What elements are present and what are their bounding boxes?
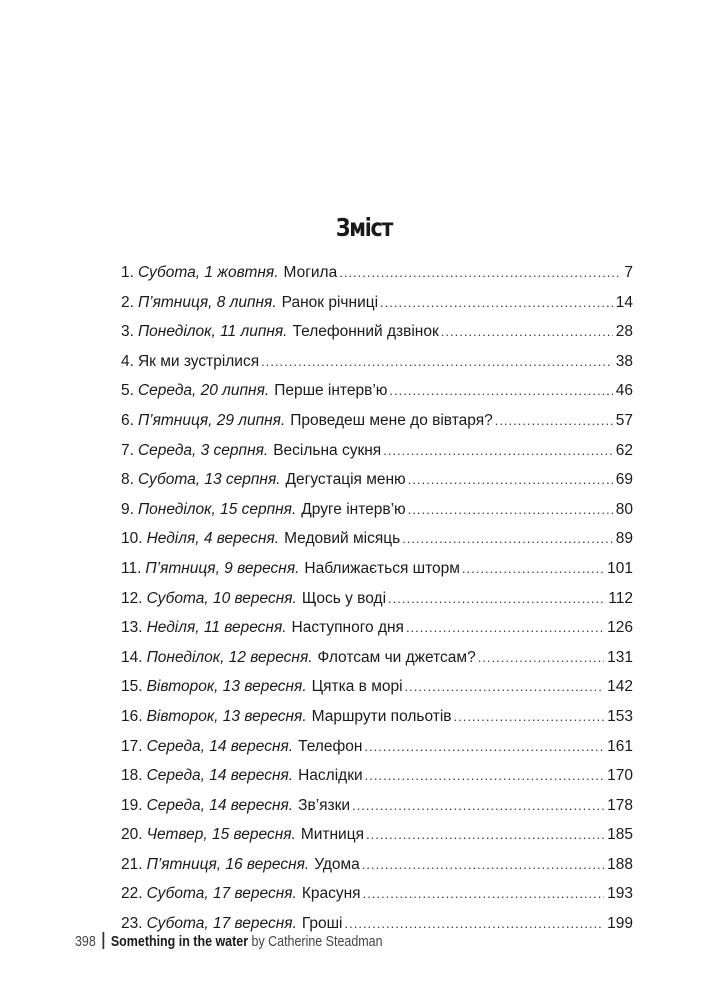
toc-entry-date: Середа, 14 вересня. — [146, 767, 294, 785]
toc-entry-date: П’ятниця, 8 липня. — [137, 293, 277, 311]
toc-entry-leader — [454, 702, 605, 732]
toc-entry-page: 46 — [615, 382, 633, 400]
toc-entry — [121, 613, 633, 643]
toc-entry-title: Гроші — [301, 915, 343, 933]
toc-entry-page: 89 — [615, 530, 633, 548]
toc-entry — [121, 820, 633, 850]
toc-entry-page: 80 — [615, 500, 633, 518]
toc-entry-number: 2. — [121, 293, 134, 311]
toc-entry-number: 20. — [121, 826, 143, 844]
toc-entry-title: Наближається шторм — [304, 559, 460, 577]
toc-entry-title: Друге інтерв’ю — [301, 500, 406, 518]
toc-entry-date: Середа, 14 вересня. — [146, 737, 294, 755]
toc-entry-title: Удома — [314, 855, 360, 873]
toc-entry — [121, 643, 633, 673]
toc-entry-number: 3. — [121, 323, 134, 341]
toc-entry-page: 178 — [607, 796, 633, 814]
toc-entry-date: Субота, 1 жовтня. — [137, 264, 279, 281]
toc-entry-leader — [383, 436, 613, 466]
toc-entry-page: 7 — [624, 264, 633, 281]
toc-entry-page: 153 — [607, 707, 633, 725]
toc-entry-page: 28 — [615, 323, 633, 341]
toc-entry-title: Наслідки — [298, 767, 363, 785]
toc-entry-date: Середа, 14 вересня. — [146, 796, 294, 814]
toc-entry-leader — [352, 791, 604, 821]
toc-entry-leader — [495, 406, 613, 436]
toc-entry-leader — [405, 672, 605, 702]
toc-entry-leader — [364, 732, 604, 762]
toc-entry-page: 69 — [615, 471, 633, 489]
toc-entry-date: Субота, 13 серпня. — [137, 471, 281, 489]
toc-entry-title: Наступного дня — [291, 619, 404, 637]
toc-entry-date: Понеділок, 11 липня. — [137, 323, 288, 341]
toc-entry-leader — [441, 317, 613, 347]
toc-entry-leader — [339, 258, 621, 288]
footer-page-number: 398 — [75, 934, 96, 950]
toc-entry-title: Як ми зустрілися — [137, 352, 260, 370]
running-footer — [75, 932, 383, 950]
toc-entry-number: 9. — [121, 500, 134, 518]
toc-entry-title: Щось у воді — [301, 589, 387, 607]
toc-entry-page: 112 — [608, 589, 633, 607]
toc-entry-date: Субота, 17 вересня. — [146, 885, 297, 903]
footer-book-title: Something in the water — [110, 934, 249, 950]
toc-entry — [121, 702, 633, 732]
toc-entry-date: П’ятниця, 16 вересня. — [146, 855, 310, 873]
toc-entry — [121, 791, 633, 821]
toc-entry-number: 1. — [121, 264, 134, 281]
toc-entry-leader — [261, 347, 613, 377]
toc-entry — [121, 554, 633, 584]
toc-entry-page: 193 — [607, 885, 633, 903]
toc-entry-page: 131 — [607, 648, 633, 666]
toc-entry-title: Телефон — [298, 737, 363, 755]
toc-entry — [121, 879, 633, 909]
toc-entry — [121, 347, 633, 377]
toc-entry-number: 6. — [121, 411, 134, 429]
toc-entry-leader — [408, 465, 613, 495]
toc-entry-number: 12. — [121, 589, 143, 607]
toc-entry-number: 16. — [121, 707, 143, 725]
toc-entry-page: 38 — [615, 352, 633, 370]
toc-entry-title: Митниця — [300, 826, 364, 844]
toc-entry — [121, 376, 633, 406]
toc-entry-leader — [402, 524, 613, 554]
toc-entry-title: Ранок річниці — [281, 293, 379, 311]
toc-entry-number: 7. — [121, 441, 134, 459]
toc-entry-title: Весільна сукня — [273, 441, 382, 459]
toc-entry-leader — [366, 820, 604, 850]
toc-entry-leader — [362, 850, 604, 880]
toc-entry-number: 5. — [121, 382, 134, 400]
toc-entry-date: Середа, 3 серпня. — [137, 441, 269, 459]
toc-entry-date: Неділя, 4 вересня. — [146, 530, 280, 548]
toc-entry-leader — [406, 613, 604, 643]
toc-entry-title: Проведеш мене до вівтаря? — [290, 411, 493, 429]
toc-entry-leader — [462, 554, 604, 584]
toc-entry-title: Цятка в морі — [311, 678, 403, 696]
toc-entry-title: Перше інтерв’ю — [274, 382, 388, 400]
toc-entry-title: Зв’язки — [298, 796, 351, 814]
toc-entry — [121, 288, 633, 318]
toc-entry — [121, 732, 633, 762]
toc-entry-title: Медовий місяць — [284, 530, 401, 548]
toc-entry-number: 8. — [121, 471, 134, 489]
toc-entry-number: 11. — [121, 559, 142, 577]
toc-entry-date: П’ятниця, 9 вересня. — [145, 559, 300, 577]
toc-entry — [121, 465, 633, 495]
toc-entry-page: 101 — [607, 559, 633, 577]
toc-entry-title: Флотсам чи джетсам? — [317, 648, 476, 666]
toc-entry-date: Вівторок, 13 вересня. — [146, 707, 307, 725]
toc-entry-leader — [363, 879, 605, 909]
toc-entry-date: Четвер, 15 вересня. — [146, 826, 296, 844]
toc-entry-leader — [365, 761, 604, 791]
toc-entry-leader — [380, 288, 613, 318]
toc-entry-leader — [478, 643, 604, 673]
toc-entry-date: П’ятниця, 29 липня. — [137, 411, 286, 429]
toc-entry-leader — [389, 376, 612, 406]
toc-entry-number: 17. — [121, 737, 143, 755]
toc-entry-date: Середа, 20 липня. — [137, 382, 270, 400]
page-title: Зміст — [335, 212, 393, 242]
toc-entry-number: 18. — [121, 767, 143, 785]
toc-entry-number: 23. — [121, 915, 143, 933]
toc-entry-page: 14 — [615, 293, 633, 311]
toc-entry-leader — [345, 909, 605, 939]
toc-entry-title: Красуня — [301, 885, 361, 903]
table-of-contents — [121, 258, 633, 939]
toc-entry — [121, 406, 633, 436]
toc-entry-number: 4. — [121, 352, 134, 370]
toc-entry-page: 170 — [607, 767, 633, 785]
toc-entry-date: Понеділок, 12 вересня. — [146, 648, 313, 666]
toc-entry-title: Телефонний дзвінок — [292, 323, 439, 341]
toc-entry-page: 188 — [607, 855, 633, 873]
toc-entry-date: Неділя, 11 вересня. — [146, 619, 287, 637]
toc-entry — [121, 495, 633, 525]
toc-entry-number: 21. — [121, 855, 143, 873]
toc-entry — [121, 761, 633, 791]
toc-entry-number: 13. — [121, 619, 143, 637]
toc-entry-page: 57 — [615, 411, 633, 429]
toc-entry-number: 22. — [121, 885, 143, 903]
toc-entry-page: 199 — [607, 915, 633, 933]
toc-entry-date: Субота, 17 вересня. — [146, 915, 297, 933]
toc-entry-date: Понеділок, 15 серпня. — [137, 500, 297, 518]
toc-entry-date: Субота, 10 вересня. — [146, 589, 297, 607]
toc-entry — [121, 436, 633, 466]
toc-entry-number: 10. — [121, 530, 143, 548]
toc-entry-date: Вівторок, 13 вересня. — [146, 678, 307, 696]
toc-entry-title: Дегустація меню — [285, 471, 406, 489]
toc-entry-page: 62 — [615, 441, 633, 459]
toc-entry — [121, 850, 633, 880]
toc-entry-page: 161 — [607, 737, 633, 755]
toc-entry-page: 126 — [607, 619, 633, 637]
footer-divider — [103, 932, 104, 949]
toc-entry — [121, 672, 633, 702]
toc-entry — [121, 584, 633, 614]
toc-entry-number: 15. — [121, 678, 143, 696]
toc-entry-leader — [408, 495, 613, 525]
toc-entry-number: 14. — [121, 648, 143, 666]
toc-entry-title: Маршрути польотів — [311, 707, 452, 725]
toc-entry-title: Могила — [283, 264, 338, 281]
toc-entry-page: 142 — [607, 678, 633, 696]
footer-byline: by Catherine Steadman — [251, 934, 383, 950]
toc-entry-page: 185 — [607, 826, 633, 844]
toc-entry-leader — [388, 584, 605, 614]
toc-entry-number: 19. — [121, 796, 143, 814]
toc-entry — [121, 258, 633, 288]
toc-entry — [121, 524, 633, 554]
toc-entry — [121, 317, 633, 347]
